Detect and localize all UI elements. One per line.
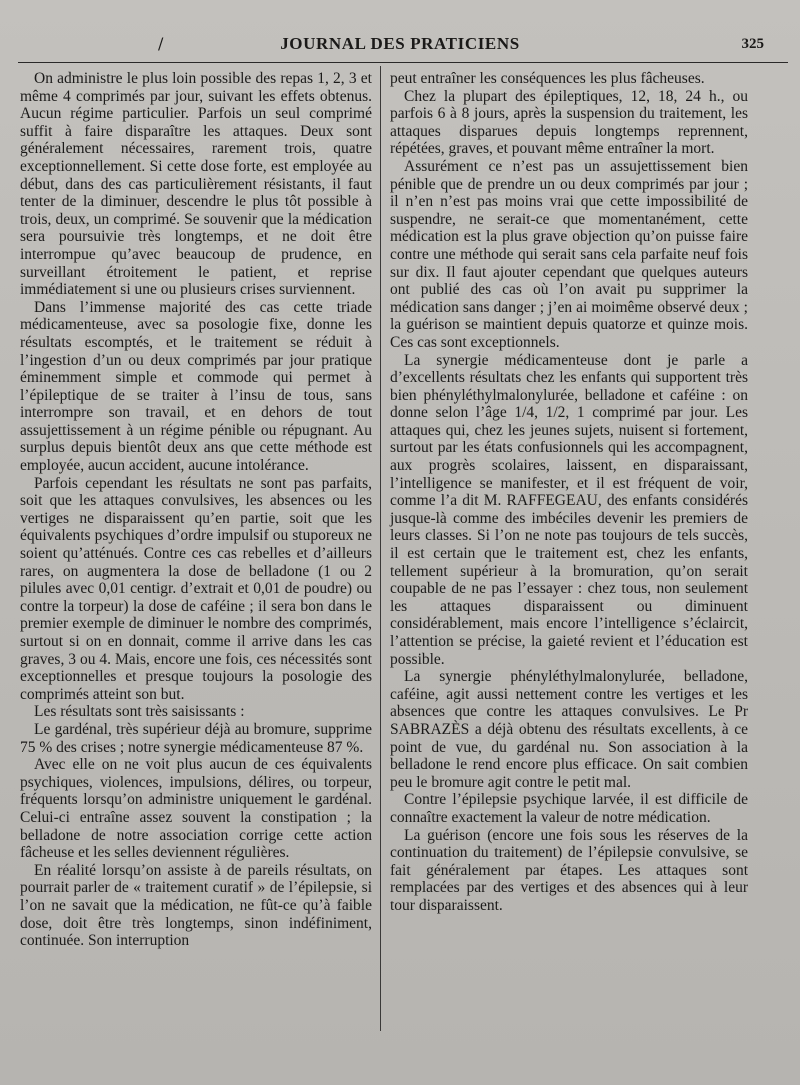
paragraph: En réalité lorsqu’on assiste à de pareils résultats, on pourrait parler de « traitement curatif » de l’épilepsie, si l’on ne savait que la médication, ne fût-ce qu’à faible dose, doit être très longtemps, sinon indéfiniment, continuée. Son interruption: [20, 861, 372, 950]
paragraph: La guérison (encore une fois sous les réserves de la continuation du traitement) de l’épilepsie convulsive, se fait généralement par étapes. Les attaques sont remplacées par des vertiges et des absences qui à leur tour disparaissent.: [390, 826, 748, 914]
paragraph: Parfois cependant les résultats ne sont pas parfaits, soit que les attaques convulsives, les absences ou les vertiges ne disparaissent qu’en partie, soit que les équivalents psychiques d’ordre impulsif ou stuporeux ne soient qu’atténués. Contre ces cas rebelles et d’ailleurs rares, on augmentera la dose de belladone (1 ou 2 pilules avec 0,01 centigr. d’extrait et 0,01 de poudre) ou contre la torpeur) la dose de caféine ; il sera bon dans le premier exemple de diminuer le nombre des comprimés, surtout si on en donnait, comme il arrive dans les cas graves, 3 ou 4. Mais, encore une fois, ces nécessités sont exceptionnelles et presque toujours la posologie des comprimés atteint son but.: [20, 474, 372, 703]
page-header: [0, 30, 800, 56]
paragraph: La synergie médicamenteuse dont je parle a d’excellents résultats chez les enfants qui supportent très bien phényléthylmalonylurée, belladone et caféine : on donne selon l’âge 1/4, 1/2, 1 comprimé par jour. Les attaques qui, chez les jeunes sujets, nuisent si fortement, surtout par les états confusionnels qui les accompagnent, aux progrès scolaires, laissent, en disparaissant, l’intelligence se manifester, et il est fréquent de voir, comme l’a dit M. RAFFEGEAU, des enfants considérés jusque-là comme des imbéciles devenir les premiers de leurs classes. Si l’on ne note pas toujours de tels succès, il est certain que le traitement est, chez les enfants, tellement supérieur à la bromuration, qu’on serait coupable de ne pas l’essayer : chez tous, non seulement les attaques disparaissent ou diminuent considérablement, mais encore l’intelligence s’éclaircit, l’attention se précise, la gaieté revient et l’éducation est possible.: [390, 351, 748, 668]
paragraph: Assurément ce n’est pas un assujettissement bien pénible que de prendre un ou deux comprimés par jour ; il n’en n’est pas moins vrai que cette impossibilité de suspendre, ne serait-ce que momentanément, cette médication est la plus grave objection qu’on puisse faire contre une méthode qui serait sans cela parfaite neuf fois sur dix. Il faut ajouter cependant que quelques auteurs ont publié des cas où l’on avait pu supprimer la médication sans danger ; j’en ai moimême observé deux ; la guérison se maintient depuis quatorze et quinze mois. Ces cas sont exceptionnels.: [390, 157, 748, 351]
header-rule: [18, 62, 788, 63]
running-title: JOURNAL DES PRATICIENS: [280, 34, 520, 53]
page-number: 325: [741, 36, 764, 52]
paragraph: Avec elle on ne voit plus aucun de ces équivalents psychiques, violences, impulsions, délires, ou torpeur, fréquents lorsqu’on administre uniquement le gardénal. Celui-ci entraîne assez souvent la constipation ; la belladone de notre association corrige cette action fâcheuse et les selles deviennent régulières.: [20, 756, 372, 862]
paragraph: Dans l’immense majorité des cas cette triade médicamenteuse, avec sa posologie fixe, donne les résultats escomptés, et le traitement se réduit à l’ingestion d’un ou deux comprimés par jour pratique éminemment simple et commode qui permet à l’épileptique de se traiter à l’insu de tous, sans interrompre son travail, et en dehors de tout assujettissement à un régime pénible ou répugnant. Au surplus depuis bientôt deux ans que cette méthode est employée, aucun accident, aucune intolérance.: [20, 298, 372, 475]
margin-mark: /: [158, 34, 164, 53]
paragraph: On administre le plus loin possible des repas 1, 2, 3 et même 4 comprimés par jour, suivant les effets obtenus. Aucun régime particulier. Parfois un seul comprimé suffit à faire disparaître les attaques. Deux sont généralement nécessaires, rarement trois, quatre exceptionnellement. Si cette dose forte, est employée au début, dans des cas particulièrement résistants, il faut tenter de la diminuer, descendre le plus tôt possible à trois, deux, un comprimé. Se souvenir que la médication sera poursuivie très longtemps, et ne doit être interrompue qu’avec beaucoup de prudence, en surveillant étroitement le patient, et reprise immédiatement si une ou plusieurs crises surviennent.: [20, 70, 372, 299]
paragraph: Le gardénal, très supérieur déjà au bromure, supprime 75 % des crises ; notre synergie médicamenteuse 87 %.: [20, 720, 372, 756]
column-separator: [380, 66, 381, 1031]
paragraph: Contre l’épilepsie psychique larvée, il est difficile de connaître exactement la valeur de notre médication.: [390, 791, 748, 826]
left-column: [20, 70, 372, 950]
right-column: [390, 70, 748, 915]
paragraph: Les résultats sont très saisissants :: [34, 703, 245, 721]
paragraph: La synergie phényléthylmalonylurée, belladone, caféine, agit aussi nettement contre les vertiges et les absences que contre les attaques convulsives. Le Pr SABRAZÈS a déjà obtenu des résultats excellents, à ce point de vue, du gardénal nu. Son association à la belladone le rend encore plus efficace. On sait combien peu le bromure agit contre le petit mal.: [390, 668, 748, 791]
paragraph: peut entraîner les conséquences les plus fâcheuses.: [390, 70, 705, 87]
paragraph: Chez la plupart des épileptiques, 12, 18, 24 h., ou parfois 6 à 8 jours, après la suspension du traitement, les attaques disparues depuis longtemps reprennent, répétées, graves, et pouvant même entraîner la mort.: [390, 87, 748, 158]
